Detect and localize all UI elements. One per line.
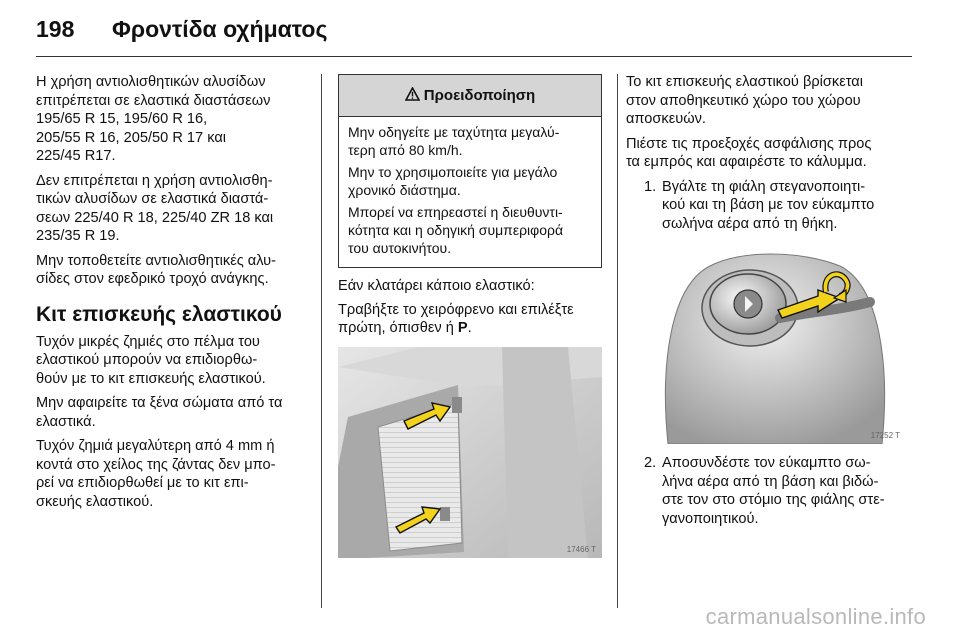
repair-kit-paragraph: Τυχόν μικρές ζημιές στο πέλμα του ελαστικού μπορούν να επιδιορθω- θούν με το κιτ επισκευής ελαστικού. xyxy=(36,333,266,387)
warning-body xyxy=(339,117,601,257)
gear-p-label: P xyxy=(457,320,468,336)
page-header xyxy=(0,0,960,58)
warning-duration-paragraph: Μην το χρησιμοποιείτε για μεγάλο χρονικό διάστημα. xyxy=(348,164,558,198)
luggage-cover-illustration xyxy=(338,347,602,558)
warning-title: Προειδοποίηση xyxy=(423,87,536,104)
step-2-number: 2. xyxy=(644,455,657,471)
kit-location-paragraph: Το κιτ επισκευής ελαστικού βρίσκεται στον αποθηκευτικό χώρο του χώρου αποσκευών. xyxy=(626,74,863,127)
damage-limit-paragraph: Τυχόν ζημιά μεγαλύτερη από 4 mm ή κοντά στο χείλος της ζάντας δεν μπο- ρεί να επιδιορθωθεί με το κιτ επι- σκευής ελαστικού. xyxy=(36,438,276,510)
handbrake-paragraph: Τραβήξτε το χειρόφρενο και επιλέξτε πρώτη, όπισθεν ή P. xyxy=(338,301,574,336)
foreign-objects-paragraph: Μην αφαιρείτε τα ξένα σώματα από τα ελαστικά. xyxy=(36,395,283,430)
chains-allowed-paragraph: Η χρήση αντιολισθητικών αλυσίδων επιτρέπεται σε ελαστικά διαστάσεων 195/65 R 15, 195/60 R 16, 205/55 R 16, 205/50 R 17 και 225/45 R17. xyxy=(36,74,271,164)
column-divider-left xyxy=(321,74,322,608)
header-divider xyxy=(36,56,912,57)
sealant-bottle-figure xyxy=(650,246,906,444)
step-1-number: 1. xyxy=(644,178,657,195)
spare-wheel-paragraph: Μην τοποθετείτε αντιολισθητικές αλυ- σίδες στον εφεδρικό τροχό ανάγκης. xyxy=(36,252,277,287)
warning-handling-paragraph: Μπορεί να επηρεαστεί η διευθυντι- κότητα και η οδηγική συμπεριφορά του αυτοκινήτου. xyxy=(348,204,564,256)
watermark-text: carmanualsonline.info xyxy=(705,604,926,629)
chains-not-allowed-paragraph: Δεν επιτρέπεται η χρήση αντιολισθη- τικών αλυσίδων σε ελαστικά διαστά- σεων 225/40 R 18, 225/40 ZR 18 και 235/35 R 19. xyxy=(36,172,274,244)
cover-removal-paragraph: Πιέστε τις προεξοχές ασφάλισης προς τα εμπρός και αφαιρέστε το κάλυμμα. xyxy=(626,135,872,170)
figure-label: 17252 T xyxy=(870,431,900,440)
step-2: 2. Αποσυνδέστε τον εύκαμπτο σω- λήνα αέρα από τη βάση και βιδώ- στε τον στο στόμιο της φιάλης στε- γανοποιητικού. xyxy=(644,455,885,527)
right-column xyxy=(626,73,916,233)
page-number: 198 xyxy=(36,16,75,42)
column-divider-right xyxy=(617,74,618,608)
right-column-step-2 xyxy=(626,454,916,528)
warning-speed-paragraph: Μην οδηγείτε με ταχύτητα μεγαλύ- τερη από 80 km/h. xyxy=(348,124,560,158)
step-1: 1. Βγάλτε τη φιάλη στεγανοποιητι- κού και τη βάση με τον εύκαμπτο σωλήνα αέρα από τη θήκη. xyxy=(644,178,875,232)
page-title: Φροντίδα οχήματος xyxy=(112,16,328,42)
warning-box xyxy=(338,74,602,268)
figure-label: 17466 T xyxy=(566,545,596,554)
left-column xyxy=(36,73,311,517)
flat-tyre-paragraph: Εάν κλατάρει κάποιο ελαστικό: xyxy=(338,278,535,294)
middle-column-text xyxy=(338,277,608,344)
luggage-cover-figure xyxy=(338,347,602,558)
section-heading: Κιτ επισκευής ελαστικού xyxy=(36,302,282,326)
warning-header xyxy=(339,75,601,117)
warning-triangle-icon xyxy=(405,87,420,105)
sealant-bottle-illustration xyxy=(650,246,906,444)
